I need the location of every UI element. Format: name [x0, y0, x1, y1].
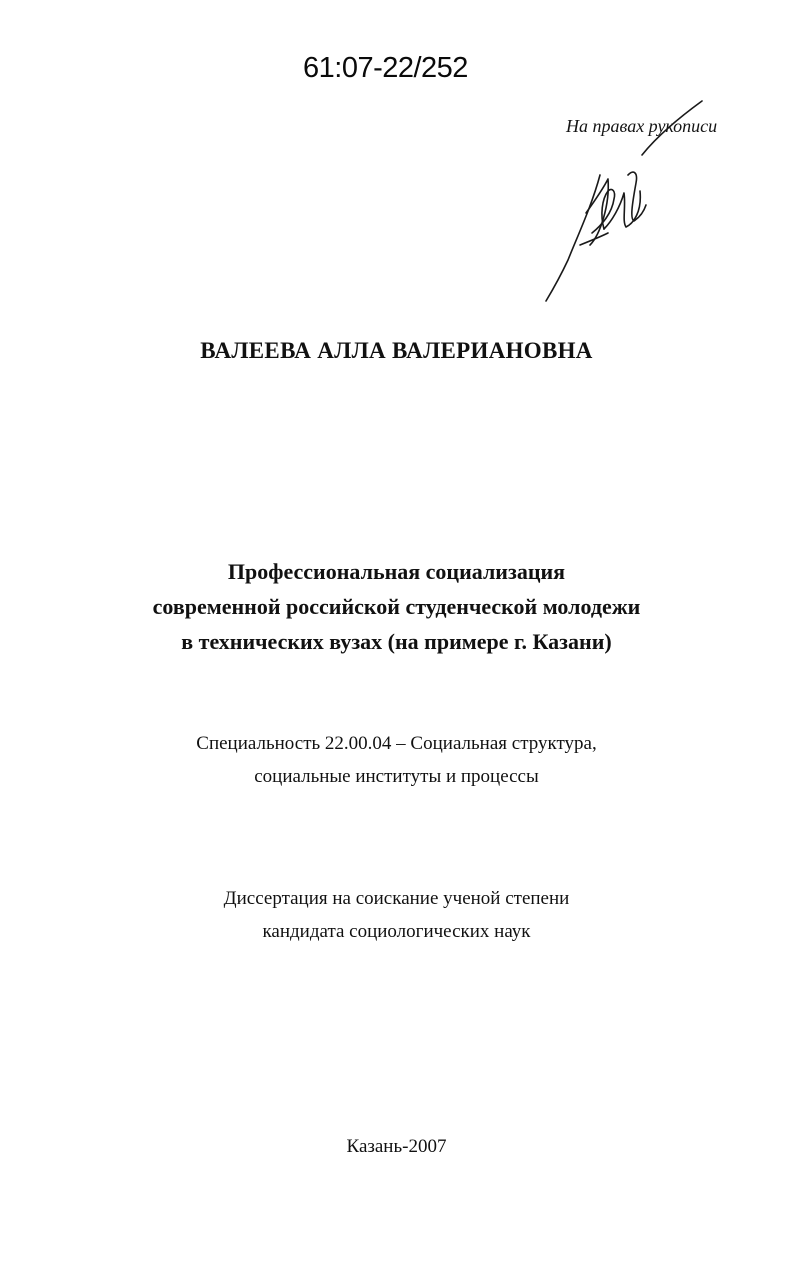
handwritten-signature-icon [530, 95, 730, 305]
degree-line-1: Диссертация на соискание ученой степени [223, 888, 570, 909]
degree-line-2: кандидата социологических наук [262, 921, 531, 942]
title-line-1: Профессиональная социализация [227, 559, 566, 584]
rights-note: На правах рукописи [566, 116, 718, 136]
specialty-block [0, 727, 793, 793]
specialty-line-1: Специальность 22.00.04 – Социальная структура, [196, 733, 597, 754]
title-line-3: в технических вузах (на примере г. Казани) [181, 629, 612, 654]
title-line-2: современной российской студенческой молодежи [152, 594, 641, 619]
dissertation-title [0, 554, 793, 659]
specialty-line-2: социальные институты и процессы [254, 766, 539, 787]
author-name: ВАЛЕЕВА АЛЛА ВАЛЕРИАНОВНА [200, 338, 593, 363]
archive-code: 61:07-22/252 [303, 52, 468, 84]
degree-block [0, 882, 793, 948]
place-year: Казань-2007 [346, 1136, 447, 1157]
